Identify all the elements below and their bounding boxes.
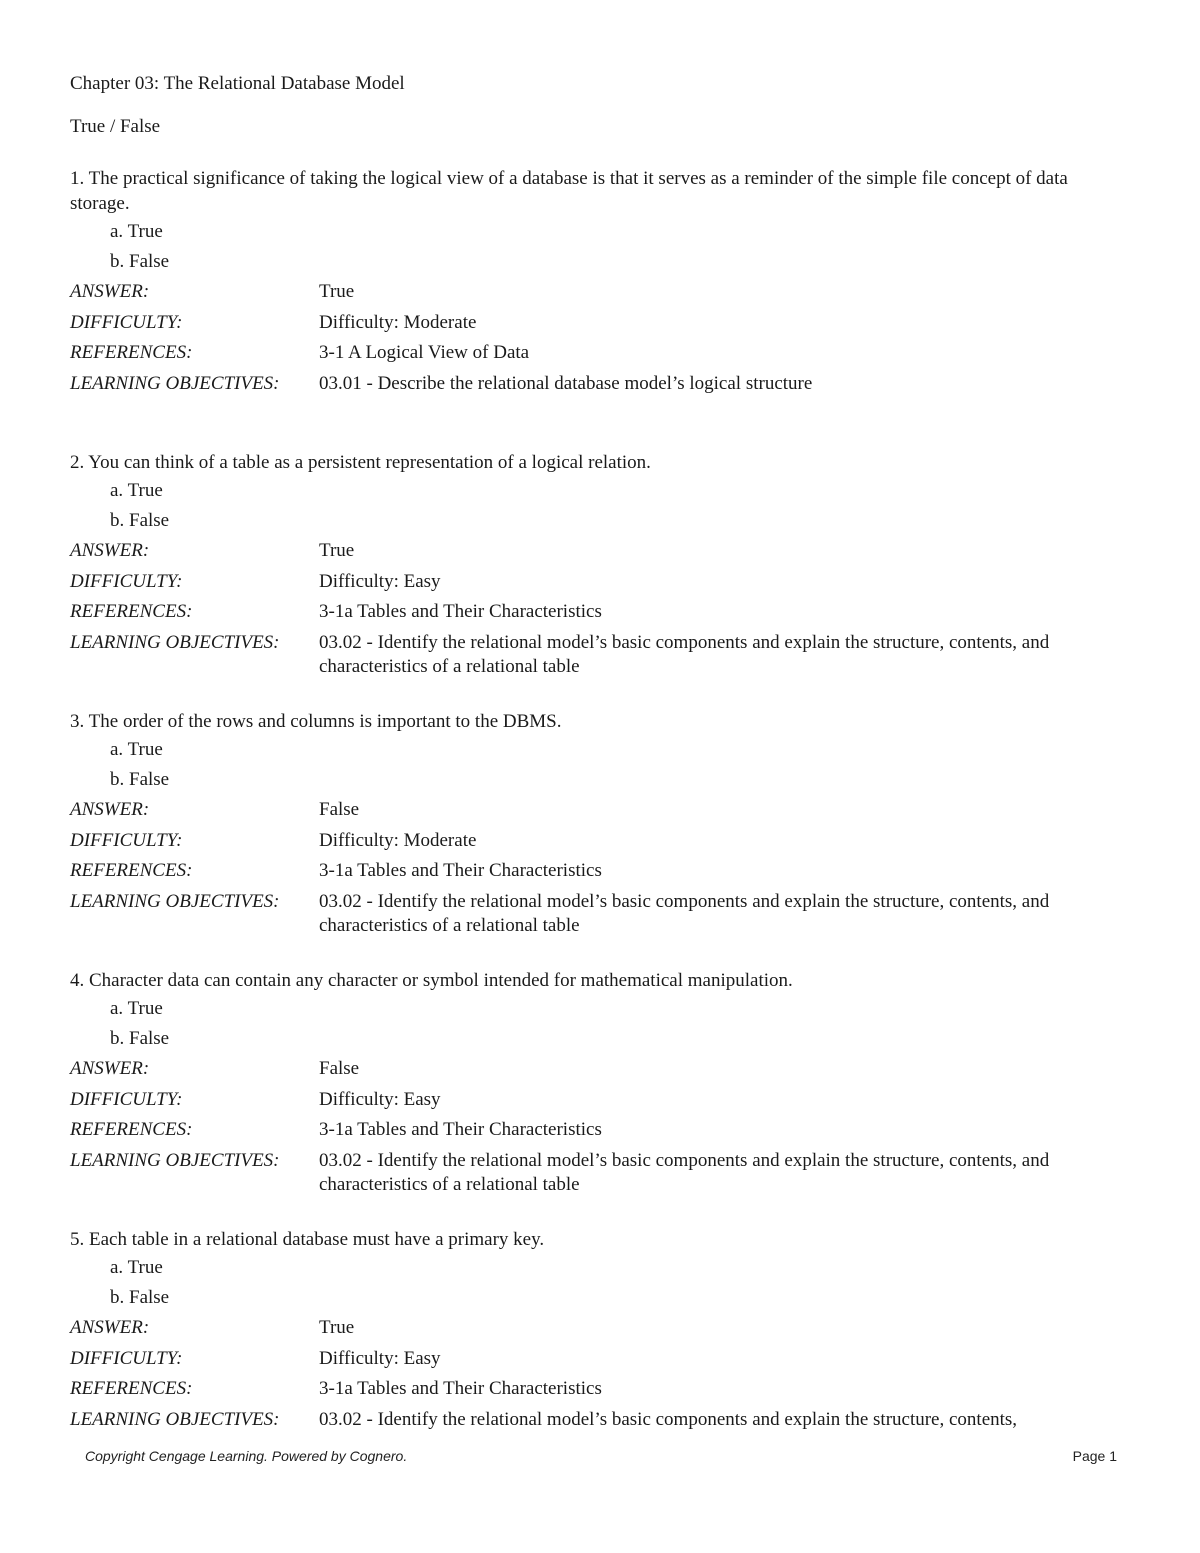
objectives-row bbox=[70, 1146, 1130, 1201]
difficulty-row bbox=[70, 567, 1130, 598]
objectives-value: 03.02 - Identify the relational model’s basic components and explain the structure, contents, and characteristics of a relational table bbox=[319, 631, 1050, 677]
references-label: REFERENCES: bbox=[70, 1119, 193, 1140]
references-value: 3-1 A Logical View of Data bbox=[319, 342, 530, 363]
question-2 bbox=[70, 450, 1130, 683]
difficulty-row bbox=[70, 1344, 1130, 1375]
objectives-row bbox=[70, 887, 1130, 942]
answer-label: ANSWER: bbox=[70, 1058, 150, 1079]
choice-b: b. False bbox=[110, 510, 170, 531]
answer-row bbox=[70, 1313, 1130, 1344]
difficulty-row bbox=[70, 826, 1130, 857]
difficulty-row bbox=[70, 308, 1130, 339]
objectives-value: 03.02 - Identify the relational model’s basic components and explain the structure, contents, bbox=[319, 1408, 1018, 1430]
section-heading: True / False bbox=[70, 116, 161, 137]
answer-label: ANSWER: bbox=[70, 281, 150, 302]
difficulty-row bbox=[70, 1085, 1130, 1116]
answer-label: ANSWER: bbox=[70, 540, 150, 561]
answer-row bbox=[70, 277, 1130, 308]
answer-value: True bbox=[319, 281, 355, 302]
question-text: 2. You can think of a table as a persistent representation of a logical relation. bbox=[70, 452, 651, 473]
question-text: 1. The practical significance of taking the logical view of a database is that it serves as a reminder of the simple file concept of data storage. bbox=[70, 168, 1068, 214]
question-1 bbox=[70, 166, 1130, 399]
answer-value: True bbox=[319, 540, 355, 561]
choice-b: b. False bbox=[110, 1287, 170, 1308]
difficulty-label: DIFFICULTY: bbox=[70, 1088, 183, 1110]
references-label: REFERENCES: bbox=[70, 1378, 193, 1399]
references-row bbox=[70, 597, 1130, 628]
objectives-label: LEARNING OBJECTIVES: bbox=[70, 1149, 280, 1171]
difficulty-value: Difficulty: Moderate bbox=[319, 829, 477, 851]
objectives-row bbox=[70, 1405, 1130, 1436]
question-4 bbox=[70, 968, 1130, 1201]
references-label: REFERENCES: bbox=[70, 342, 193, 363]
difficulty-label: DIFFICULTY: bbox=[70, 829, 183, 851]
objectives-label: LEARNING OBJECTIVES: bbox=[70, 631, 280, 653]
choice-a: a. True bbox=[110, 1257, 163, 1278]
answer-label: ANSWER: bbox=[70, 799, 150, 820]
question-text: 4. Character data can contain any character or symbol intended for mathematical manipulation. bbox=[70, 970, 793, 991]
objectives-value: 03.02 - Identify the relational model’s basic components and explain the structure, contents, and characteristics of a relational table bbox=[319, 890, 1050, 936]
objectives-label: LEARNING OBJECTIVES: bbox=[70, 372, 280, 394]
question-3 bbox=[70, 709, 1130, 942]
references-row bbox=[70, 856, 1130, 887]
choice-b: b. False bbox=[110, 251, 170, 272]
objectives-value: 03.02 - Identify the relational model’s basic components and explain the structure, contents, and characteristics of a relational table bbox=[319, 1149, 1050, 1195]
references-value: 3-1a Tables and Their Characteristics bbox=[319, 860, 602, 881]
choice-a: a. True bbox=[110, 221, 163, 242]
objectives-row bbox=[70, 369, 1130, 400]
objectives-row bbox=[70, 628, 1130, 683]
question-text: 3. The order of the rows and columns is important to the DBMS. bbox=[70, 711, 562, 732]
answer-value: False bbox=[319, 1058, 360, 1079]
objectives-label: LEARNING OBJECTIVES: bbox=[70, 890, 280, 912]
answer-row bbox=[70, 795, 1130, 826]
difficulty-label: DIFFICULTY: bbox=[70, 1347, 183, 1369]
answer-row bbox=[70, 536, 1130, 567]
answer-value: False bbox=[319, 799, 360, 820]
references-row bbox=[70, 338, 1130, 369]
difficulty-value: Difficulty: Moderate bbox=[319, 311, 477, 333]
choice-b: b. False bbox=[110, 1028, 170, 1049]
answer-row bbox=[70, 1054, 1130, 1085]
references-value: 3-1a Tables and Their Characteristics bbox=[319, 1378, 602, 1399]
page-number: Page 1 bbox=[1072, 1448, 1117, 1464]
question-5 bbox=[70, 1227, 1130, 1435]
difficulty-label: DIFFICULTY: bbox=[70, 311, 183, 333]
question-text: 5. Each table in a relational database must have a primary key. bbox=[70, 1229, 545, 1250]
references-row bbox=[70, 1115, 1130, 1146]
choice-a: a. True bbox=[110, 480, 163, 501]
objectives-value: 03.01 - Describe the relational database model’s logical structure bbox=[319, 372, 813, 394]
answer-value: True bbox=[319, 1317, 355, 1338]
difficulty-label: DIFFICULTY: bbox=[70, 570, 183, 592]
page-footer bbox=[85, 1447, 1117, 1465]
choice-a: a. True bbox=[110, 739, 163, 760]
difficulty-value: Difficulty: Easy bbox=[319, 1347, 441, 1369]
references-row bbox=[70, 1374, 1130, 1405]
difficulty-value: Difficulty: Easy bbox=[319, 1088, 441, 1110]
choice-b: b. False bbox=[110, 769, 170, 790]
answer-label: ANSWER: bbox=[70, 1317, 150, 1338]
copyright-text: Copyright Cengage Learning. Powered by Cognero. bbox=[85, 1448, 408, 1464]
references-label: REFERENCES: bbox=[70, 860, 193, 881]
objectives-label: LEARNING OBJECTIVES: bbox=[70, 1408, 280, 1430]
difficulty-value: Difficulty: Easy bbox=[319, 570, 441, 592]
references-value: 3-1a Tables and Their Characteristics bbox=[319, 601, 602, 622]
references-label: REFERENCES: bbox=[70, 601, 193, 622]
page-title: Chapter 03: The Relational Database Model bbox=[70, 73, 405, 94]
choice-a: a. True bbox=[110, 998, 163, 1019]
references-value: 3-1a Tables and Their Characteristics bbox=[319, 1119, 602, 1140]
